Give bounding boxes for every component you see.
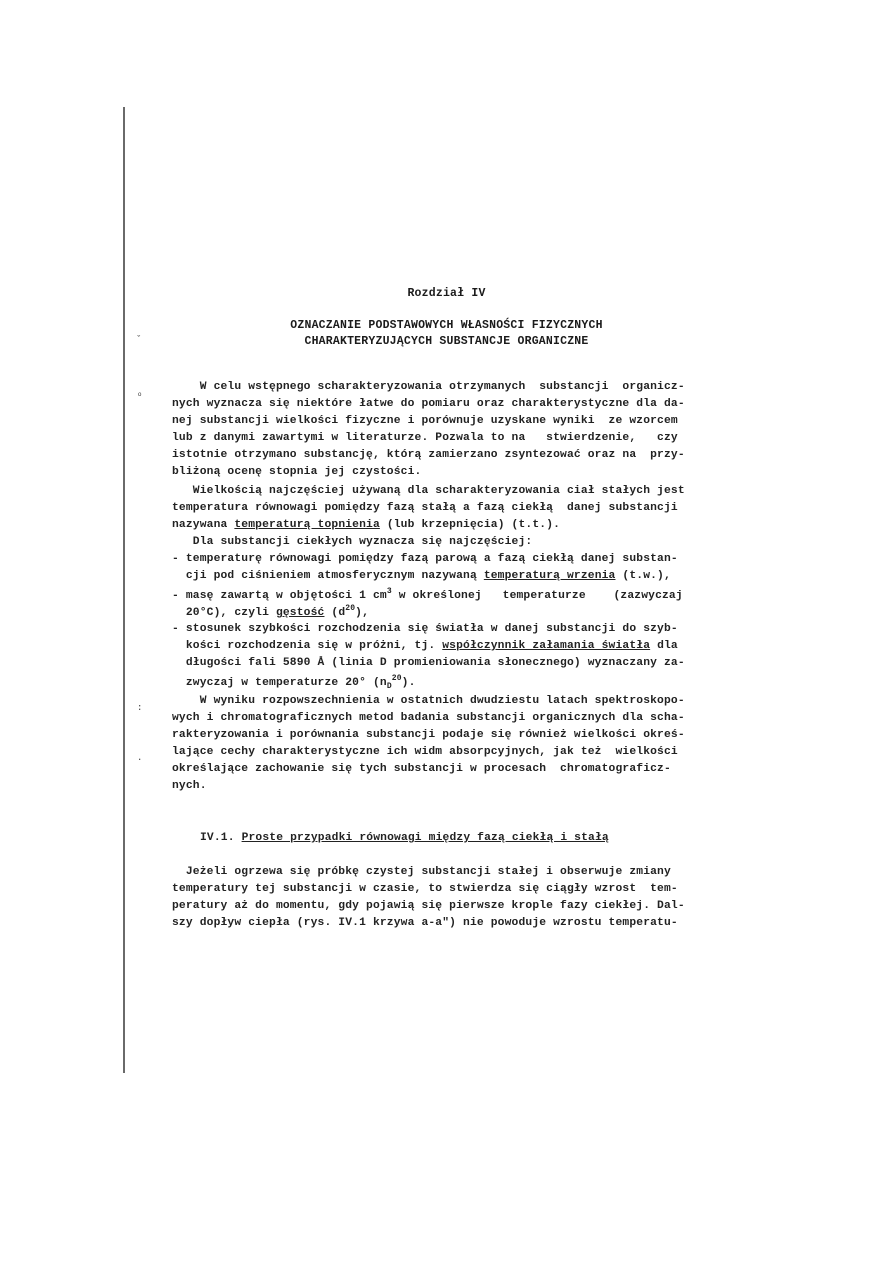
text-line: szy dopływ ciepła (rys. IV.1 krzywa a-a") nie powoduje wzrostu temperatu-: [172, 917, 678, 929]
text-span: dla: [650, 640, 678, 652]
margin-mark: ᵒ: [137, 391, 143, 401]
text-span: - masę zawartą w objętości 1 cm: [172, 589, 387, 602]
text-line: temperatury tej substancji w czasie, to stwierdza się ciągły wzrost tem-: [172, 883, 678, 895]
text-line: W celu wstępnego scharakteryzowania otrzymanych substancji organicz-: [172, 381, 685, 393]
text-line: peratury aż do momentu, gdy pojawią się pierwsze krople fazy ciekłej. Dal-: [172, 900, 685, 912]
text-line: wych i chromatograficznych metod badania substancji organicznych dla scha-: [172, 712, 685, 724]
margin-mark: :: [137, 703, 143, 713]
text-line: nej substancji wielkości fizyczne i porównuje uzyskane wyniki ze wzorcem: [172, 415, 678, 427]
list-item: - temperaturę równowagi pomiędzy fazą parową a fazą ciekłą danej substan-: [172, 553, 678, 565]
text-line: nych.: [172, 780, 207, 792]
text-line: Jeżeli ogrzewa się próbkę czystej substancji stałej i obserwuje zmiany: [172, 866, 671, 878]
text-span: (t.w.),: [615, 570, 671, 582]
text-line: [172, 674, 416, 691]
text-line: [172, 570, 671, 582]
text-span: w określonej temperaturze (zazwyczaj: [391, 589, 683, 602]
superscript: 20: [345, 604, 356, 613]
superscript: 3: [386, 587, 392, 596]
term-refractive-index: współczynnik załamania światła: [442, 640, 651, 652]
text-line: istotnie otrzymano substancję, którą zamierzano zsyntezować oraz na przy-: [172, 449, 685, 461]
text-line: temperatura równowagi pomiędzy fazą stałą a fazą ciekłą danej substancji: [172, 502, 678, 514]
text-span: cji pod ciśnieniem atmosferycznym nazywaną: [172, 570, 484, 582]
section-number: IV.1.: [200, 832, 242, 844]
section-heading: [200, 832, 609, 844]
list-item: - stosunek szybkości rozchodzenia się światła w danej substancji do szyb-: [172, 623, 678, 635]
text-span: (lub krzepnięcia) (t.t.).: [379, 519, 561, 531]
binding-margin-line: [123, 107, 125, 1073]
margin-mark: ·: [137, 755, 143, 765]
section-title: Proste przypadki równowagi między fazą ciekłą i stałą: [241, 832, 609, 844]
text-line: [172, 604, 369, 619]
chapter-heading: Rozdział IV: [407, 287, 486, 300]
text-span: ),: [355, 606, 370, 619]
text-span: 20°C), czyli: [172, 606, 276, 619]
text-span: ).: [401, 676, 416, 689]
subscript: D: [386, 682, 392, 692]
text-line: [172, 519, 560, 531]
text-span: nazywana: [172, 519, 235, 531]
chapter-title-line-1: OZNACZANIE PODSTAWOWYCH WŁASNOŚCI FIZYCZNYCH: [290, 319, 603, 332]
text-line: [172, 640, 678, 652]
term-boiling-point: temperaturą wrzenia: [483, 570, 616, 582]
text-line: lające cechy charakterystyczne ich widm absorpcyjnych, jak też wielkości: [172, 746, 678, 758]
text-line: rakteryzowania i porównania substancji podaje się również wielkości okreś-: [172, 729, 685, 741]
text-line: nych wyznacza się niektóre łatwe do pomiaru oraz charakterystyczne dla da-: [172, 398, 685, 410]
text-line: W wyniku rozpowszechnienia w ostatnich dwudziestu latach spektroskopo-: [172, 695, 685, 707]
text-line: lub z danymi zawartymi w literaturze. Pozwala to na stwierdzenie, czy: [172, 432, 678, 444]
text-line: Dla substancji ciekłych wyznacza się najczęściej:: [172, 536, 533, 548]
text-line: określające zachowanie się tych substancji w procesach chromatograficz-: [172, 763, 671, 775]
text-span: zwyczaj w temperaturze 20° (n: [172, 676, 387, 689]
text-line: długości fali 5890 Å (linia D promieniowania słonecznego) wyznaczany za-: [172, 657, 685, 669]
text-span: kości rozchodzenia się w próżni, tj.: [172, 640, 443, 652]
text-line: Wielkością najczęściej używaną dla scharakteryzowania ciał stałych jest: [172, 485, 685, 497]
margin-mark: ˇ: [136, 335, 142, 345]
text-line: bliżoną ocenę stopnia jej czystości.: [172, 466, 422, 478]
text-span: (d: [324, 606, 346, 619]
superscript: 20: [391, 674, 402, 683]
term-density: gęstość: [275, 606, 325, 619]
list-item: [172, 587, 683, 602]
term-melting-point: temperaturą topnienia: [234, 519, 380, 531]
chapter-title-line-2: CHARAKTERYZUJĄCYCH SUBSTANCJE ORGANICZNE: [304, 335, 589, 348]
